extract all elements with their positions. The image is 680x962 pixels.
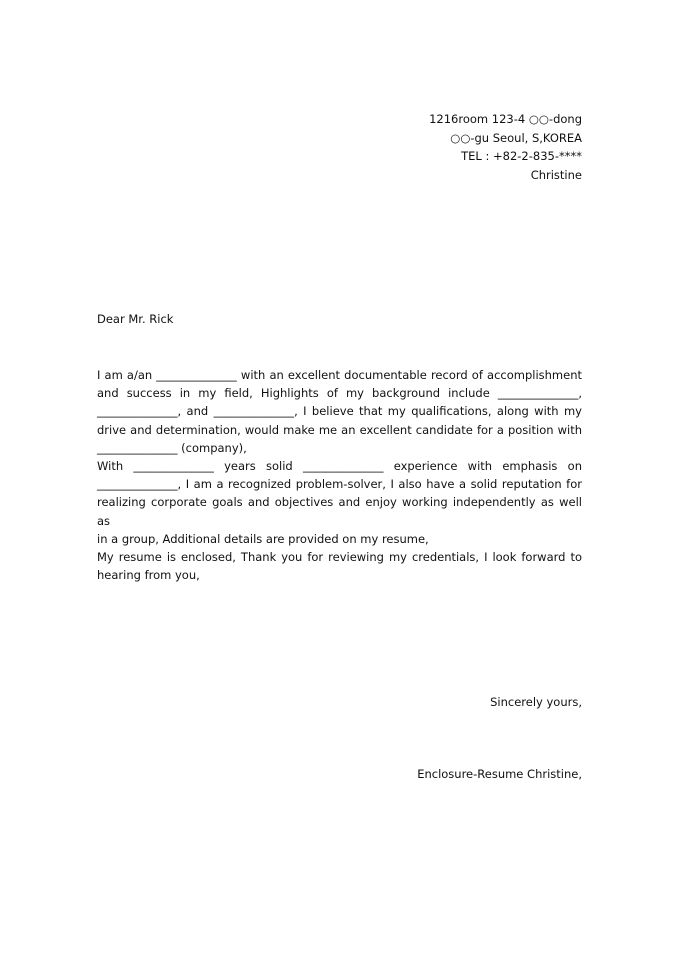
body-line: drive and determination, would make me an excellent candidate for a position with: [97, 422, 582, 437]
body-line: ______________, I am a recognized problem-solver, I also have a solid reputation for: [97, 477, 582, 492]
body-line: ______________ (company),: [97, 440, 247, 455]
body-line: realizing corporate goals and objectives and enjoy working independently as well as: [97, 495, 582, 528]
address-line-1: 1216room 123-4 ○○-dong: [429, 112, 582, 126]
salutation: Dear Mr. Rick: [97, 312, 174, 326]
body-line: ______________, and ______________, I believe that my qualifications, along with my: [97, 404, 582, 419]
sender-name: Christine: [530, 167, 582, 182]
enclosure-note: Enclosure-Resume Christine,: [417, 767, 582, 781]
body-line: I am a/an ______________ with an excellent documentable record of accomplishment: [97, 368, 582, 382]
body-line: hearing from you,: [97, 568, 200, 583]
sender-address: [429, 110, 582, 184]
body-line: With ______________ years solid ______________ experience with emphasis on: [97, 459, 582, 474]
closing: Sincerely yours,: [490, 695, 582, 709]
body-line: and success in my field, Highlights of my background include ______________,: [97, 386, 582, 401]
address-line-2: ○○-gu Seoul, S,KOREA: [450, 130, 582, 145]
telephone: TEL : +82-2-835-****: [461, 149, 582, 163]
body-line: My resume is enclosed, Thank you for reviewing my credentials, I look forward to: [97, 550, 582, 565]
letter-body: [97, 366, 582, 584]
body-line: in a group, Additional details are provided on my resume,: [97, 531, 429, 546]
